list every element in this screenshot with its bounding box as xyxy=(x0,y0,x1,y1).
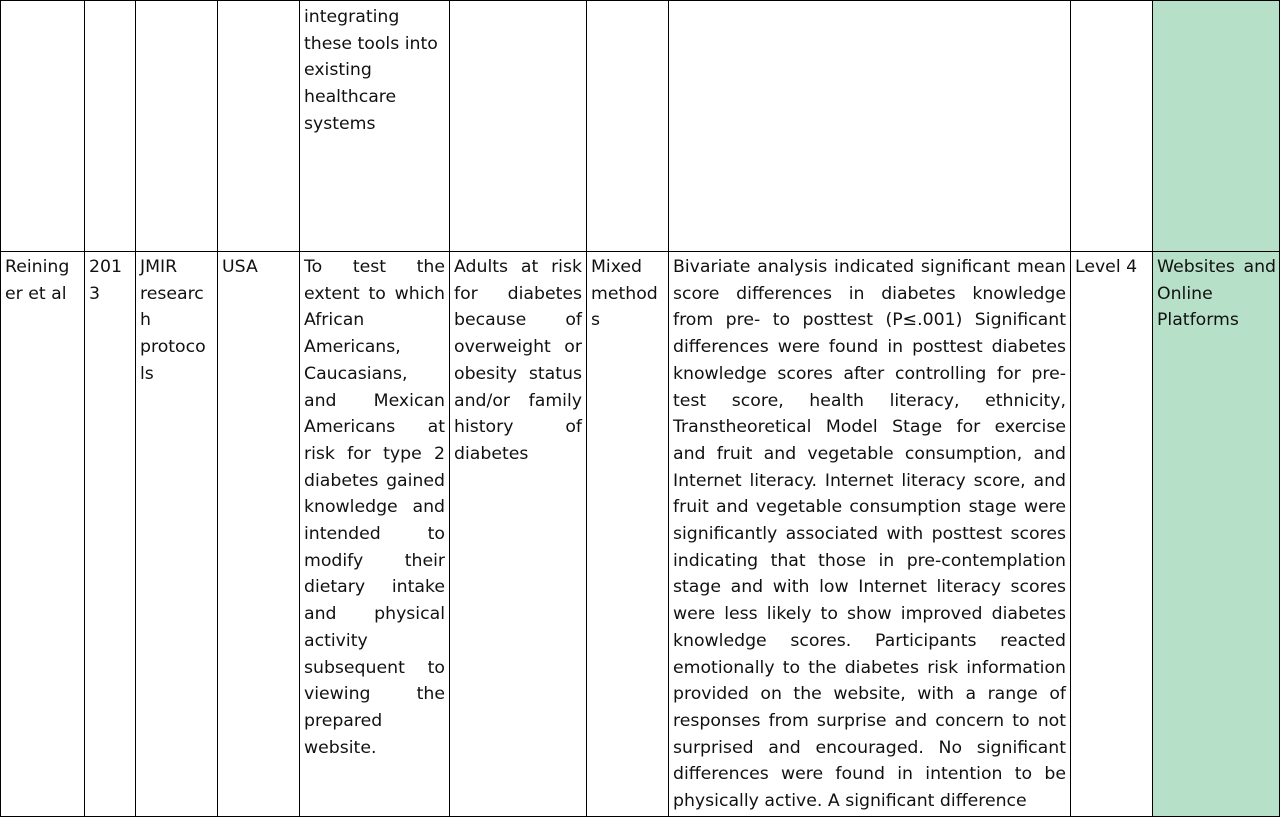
findings-text: Bivariate analysis indicated significant mean score differences in diabetes knowledge from pre- to posttest (P≤.001) Significant differences were found in posttest diabetes knowledge scores after controlling for pre-test score, health literacy, ethnicity, Transtheoretical Model Stage for exercise and fruit and vegetable consumption, and Internet literacy. Internet literacy score, and fruit and vegetable consumption stage were significantly associated with posttest scores indicating that those in pre-contemplation stage and with low Internet literacy scores were less likely to show improved diabetes knowledge scores. Participants reacted emotionally to the diabetes risk information provided on the website, with a range of responses from surprise and concern to not surprised and encouraged. No significant differences were found in intention to be physically active. A significant difference xyxy=(673,257,1066,812)
cell-top-year xyxy=(84,0,135,251)
cell-category xyxy=(1152,251,1280,817)
year-text: 201 3 xyxy=(89,257,122,304)
objective-continued-text: integrating these tools into existing healthcare systems xyxy=(304,7,438,134)
journal-text: JMIR researc h protoco ls xyxy=(140,257,206,384)
cell-population xyxy=(449,251,586,817)
country-text: USA xyxy=(222,257,258,277)
authors-text: Reining er et al xyxy=(5,257,70,304)
cell-journal xyxy=(135,251,217,817)
cell-top-country xyxy=(217,0,299,251)
category-text: Websites and Online Platforms xyxy=(1157,257,1276,331)
cell-year xyxy=(84,251,135,817)
cell-authors xyxy=(0,251,84,817)
cell-objective xyxy=(299,251,449,817)
cell-top-objective xyxy=(299,0,449,251)
cell-top-category xyxy=(1152,0,1280,251)
design-text: Mixed method s xyxy=(591,257,658,331)
cell-top-level xyxy=(1070,0,1152,251)
cell-top-design xyxy=(586,0,668,251)
cell-top-authors xyxy=(0,0,84,251)
cell-top-journal xyxy=(135,0,217,251)
cell-evidence-level xyxy=(1070,251,1152,817)
cell-findings xyxy=(668,251,1070,817)
cell-top-findings xyxy=(668,0,1070,251)
evidence-level-text: Level 4 xyxy=(1075,257,1138,277)
objective-text: To test the extent to which African Americans, Caucasians, and Mexican Americans at risk for type 2 diabetes gained knowledge and intended to modify their dietary intake and physical activity subsequent to viewing the prepared website. xyxy=(304,257,445,758)
cell-design xyxy=(586,251,668,817)
population-text: Adults at risk for diabetes because of overweight or obesity status and/or family history of diabetes xyxy=(454,257,582,464)
cell-top-population xyxy=(449,0,586,251)
cell-country xyxy=(217,251,299,817)
